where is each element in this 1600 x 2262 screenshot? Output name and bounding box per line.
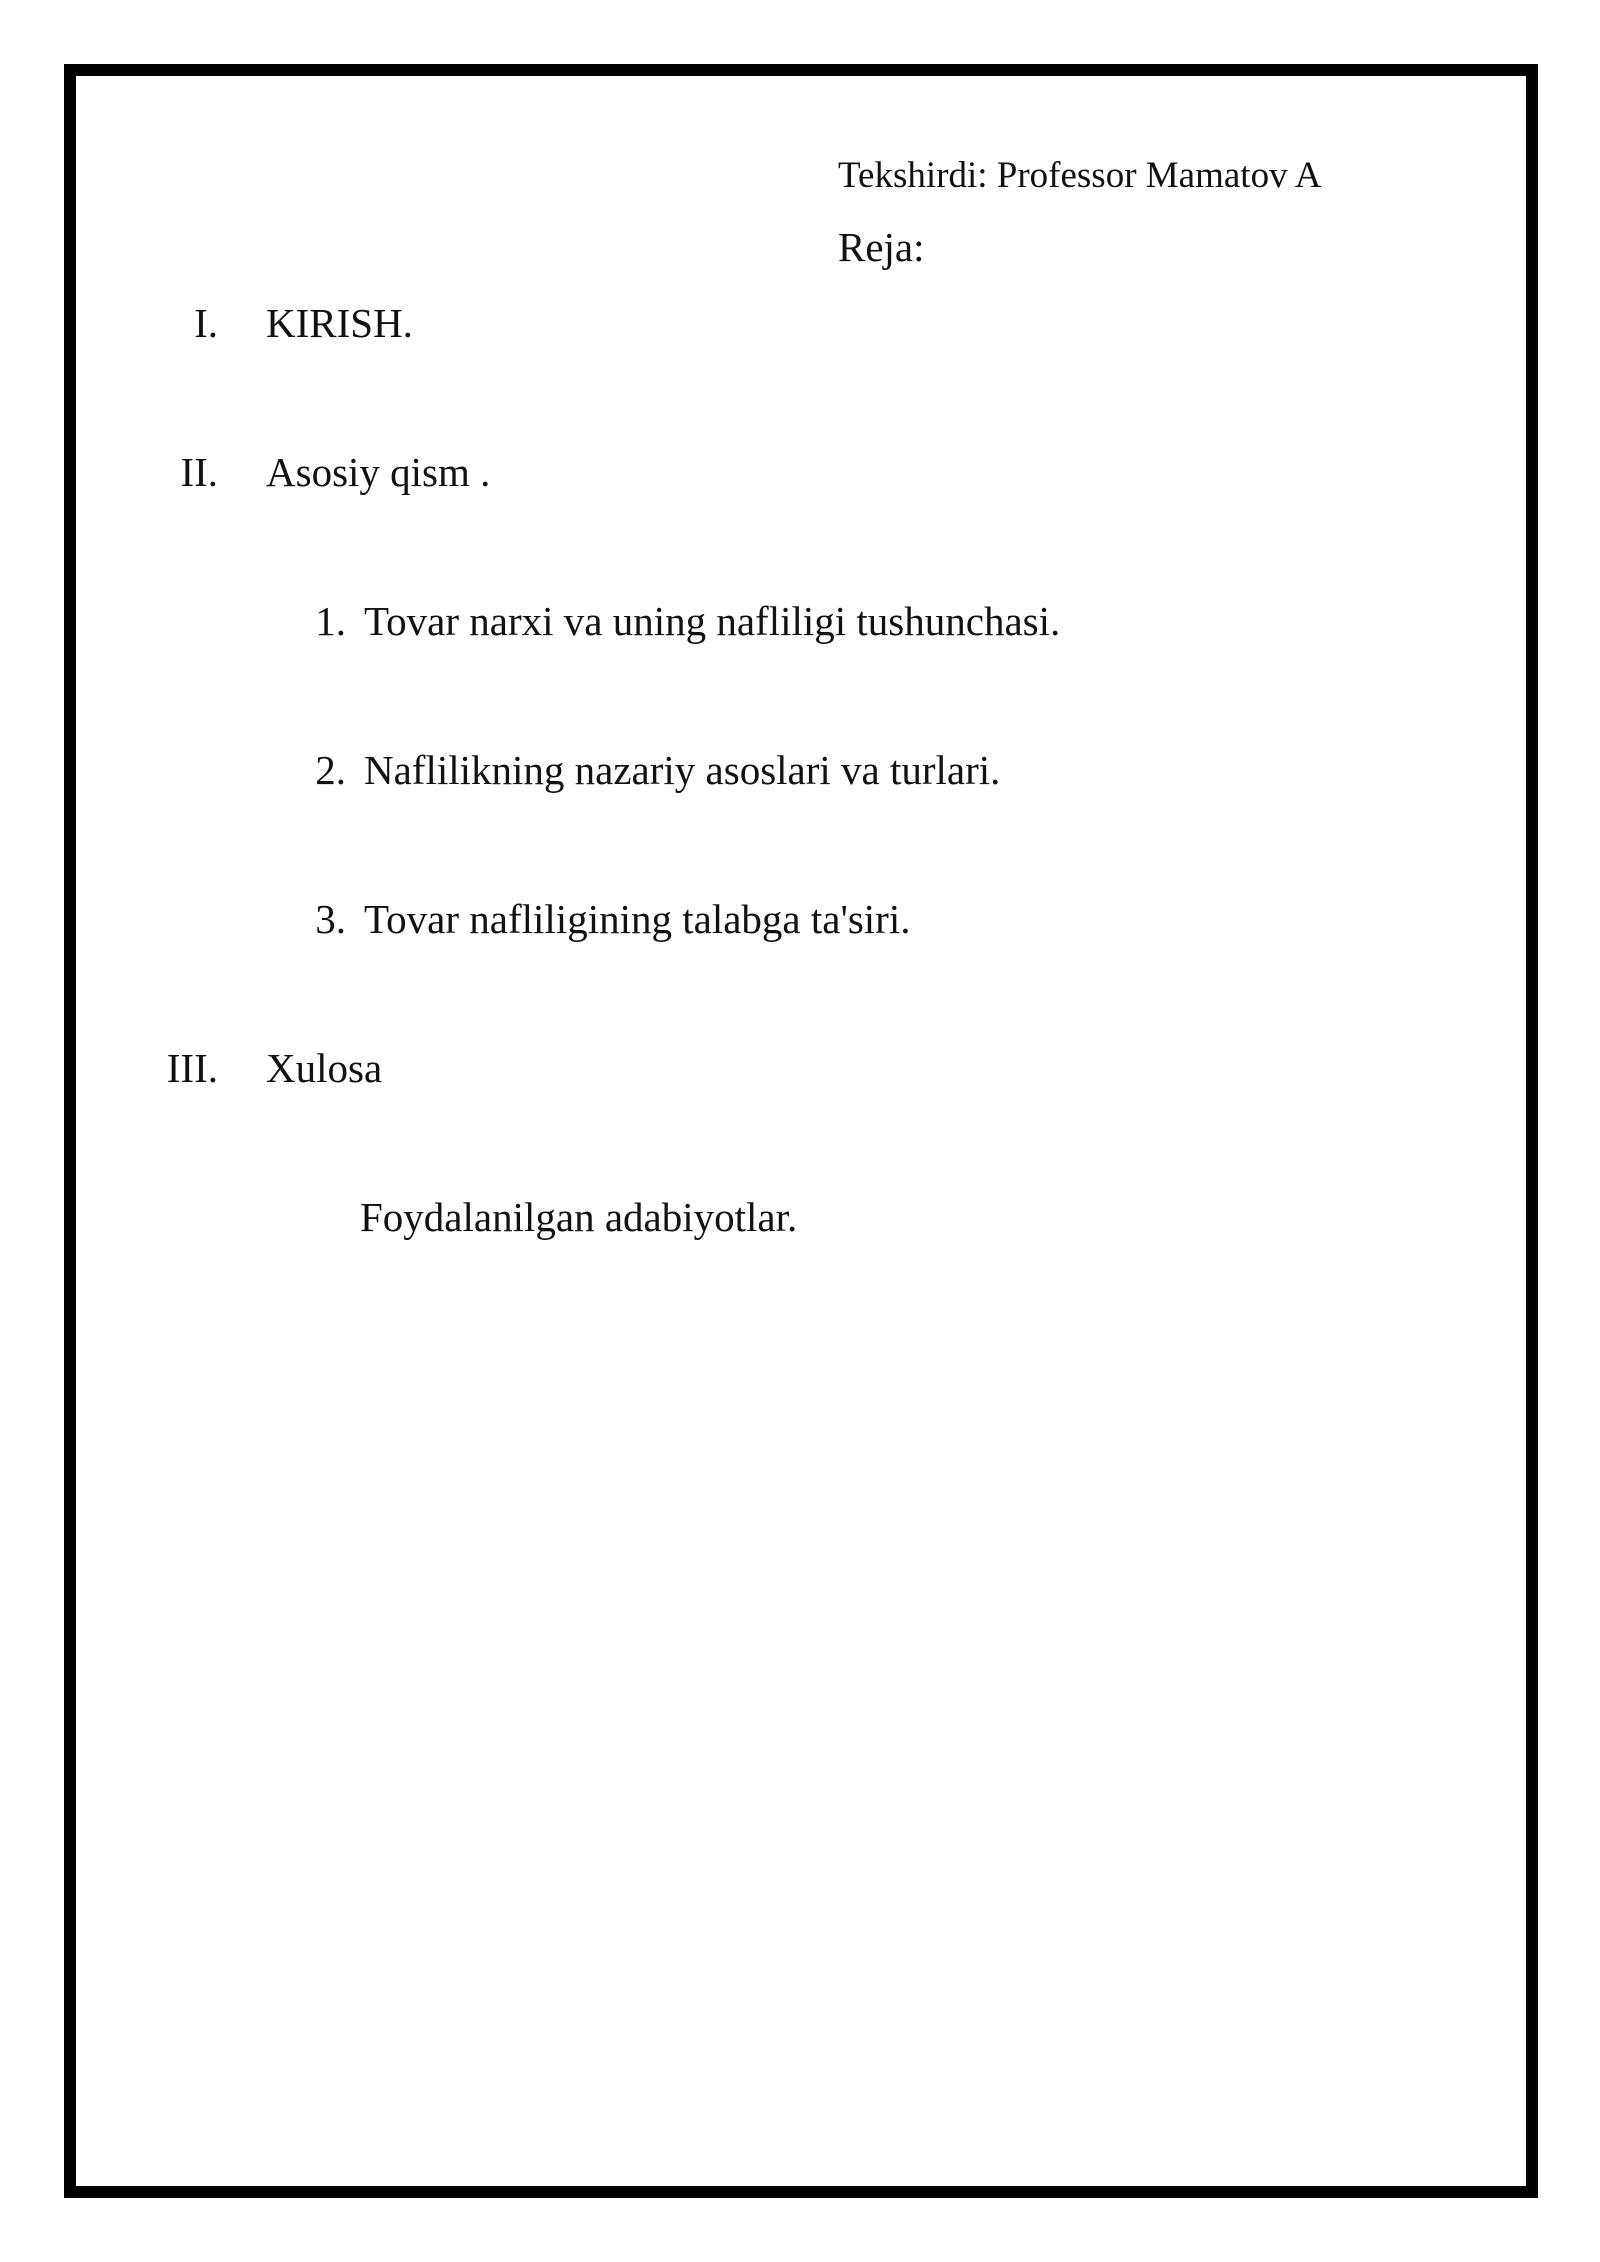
reviewer-line: Tekshirdi: Professor Mamatov A: [838, 155, 1322, 196]
plan-title: Reja:: [838, 224, 925, 270]
section-number-1: I.: [194, 300, 218, 346]
subsection-number-3: 3.: [315, 896, 346, 942]
subsection-label-3: Tovar nafliligining talabga ta'siri.: [364, 896, 911, 942]
subsection-number-2: 2.: [315, 747, 346, 793]
subsection-label-1: Tovar narxi va uning nafliligi tushunchasi.: [364, 598, 1061, 644]
section-label-conclusion: Xulosa: [266, 1045, 383, 1091]
section-number-2: II.: [180, 449, 218, 495]
subsection-number-1: 1.: [315, 598, 346, 644]
section-number-3: III.: [166, 1045, 218, 1091]
section-label-main-part: Asosiy qism .: [266, 449, 491, 495]
references-line: Foydalanilgan adabiyotlar.: [360, 1194, 798, 1240]
subsection-label-2: Naflilikning nazariy asoslari va turlari.: [364, 747, 1001, 793]
page-border: [64, 64, 1538, 2198]
section-label-introduction: KIRISH.: [266, 300, 413, 346]
